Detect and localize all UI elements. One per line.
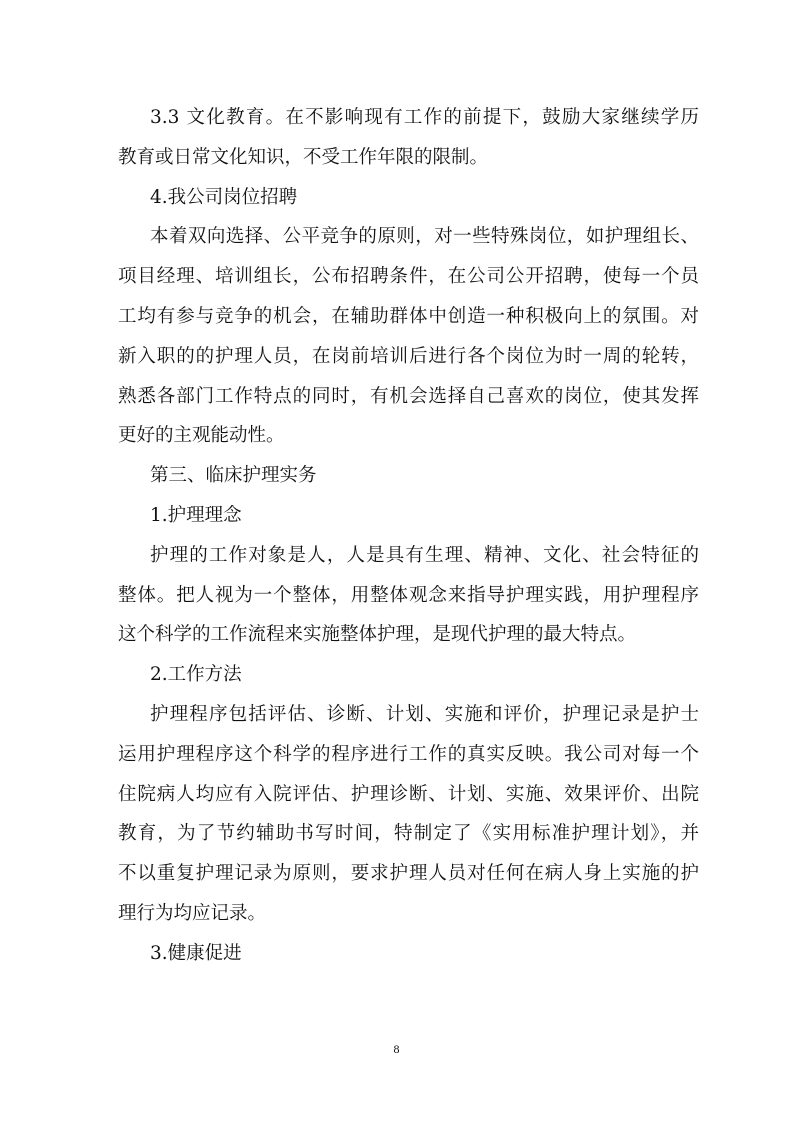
paragraph (118, 178, 699, 218)
paragraph (118, 655, 699, 695)
text-line: 1.护理理念 (150, 504, 242, 526)
text-line: 第三、临床护理实务 (150, 465, 317, 487)
page-number: 8 (393, 1042, 400, 1056)
text-line: 理行为均应记录。 (118, 902, 267, 924)
text-line: 住院病人均应有入院评估、护理诊断、计划、实施、效果评价、出院 (118, 783, 699, 805)
text-line: 这个科学的工作流程来实施整体护理，是现代护理的最大特点。 (118, 624, 637, 646)
paragraph (118, 496, 699, 536)
paragraph (118, 456, 699, 496)
text-line: 新入职的的护理人员，在岗前培训后进行各个岗位为时一周的轮转， (118, 345, 699, 367)
text-line: 项目经理、培训组长，公布招聘条件，在公司公开招聘，使每一个员 (118, 266, 699, 288)
text-line: 3.健康促进 (150, 942, 242, 964)
text-line: 2.工作方法 (150, 664, 242, 686)
paragraph (118, 536, 699, 655)
paragraph (118, 934, 699, 974)
text-line: 不以重复护理记录为原则，要求护理人员对任何在病人身上实施的护 (118, 863, 699, 885)
text-line: 3.3 文化教育。在不影响现有工作的前提下，鼓励大家继续学历 (150, 107, 699, 128)
text-line: 整体。把人视为一个整体，用整体观念来指导护理实践，用护理程序 (118, 584, 699, 606)
text-line: 本着双向选择、公平竞争的原则，对一些特殊岗位，如护理组长、 (150, 226, 699, 248)
text-line: 护理的工作对象是人，人是具有生理、精神、文化、社会特征的 (150, 544, 699, 566)
text-line: 4.我公司岗位招聘 (150, 186, 298, 208)
text-line: 工均有参与竞争的机会，在辅助群体中创造一种积极向上的氛围。对 (118, 305, 699, 327)
document-body (118, 98, 699, 974)
paragraph (118, 98, 699, 178)
paragraph (118, 217, 699, 456)
text-line: 教育或日常文化知识，不受工作年限的限制。 (118, 146, 489, 168)
paragraph (118, 695, 699, 934)
text-line: 护理程序包括评估、诊断、计划、实施和评价，护理记录是护士 (150, 703, 699, 725)
text-line: 更好的主观能动性。 (118, 425, 285, 447)
text-line: 运用护理程序这个科学的程序进行工作的真实反映。我公司对每一个 (118, 743, 699, 765)
text-line: 熟悉各部门工作特点的同时，有机会选择自己喜欢的岗位，使其发挥 (118, 385, 699, 407)
text-line: 教育，为了节约辅助书写时间，特制定了《实用标准护理计划》，并 (118, 823, 699, 845)
